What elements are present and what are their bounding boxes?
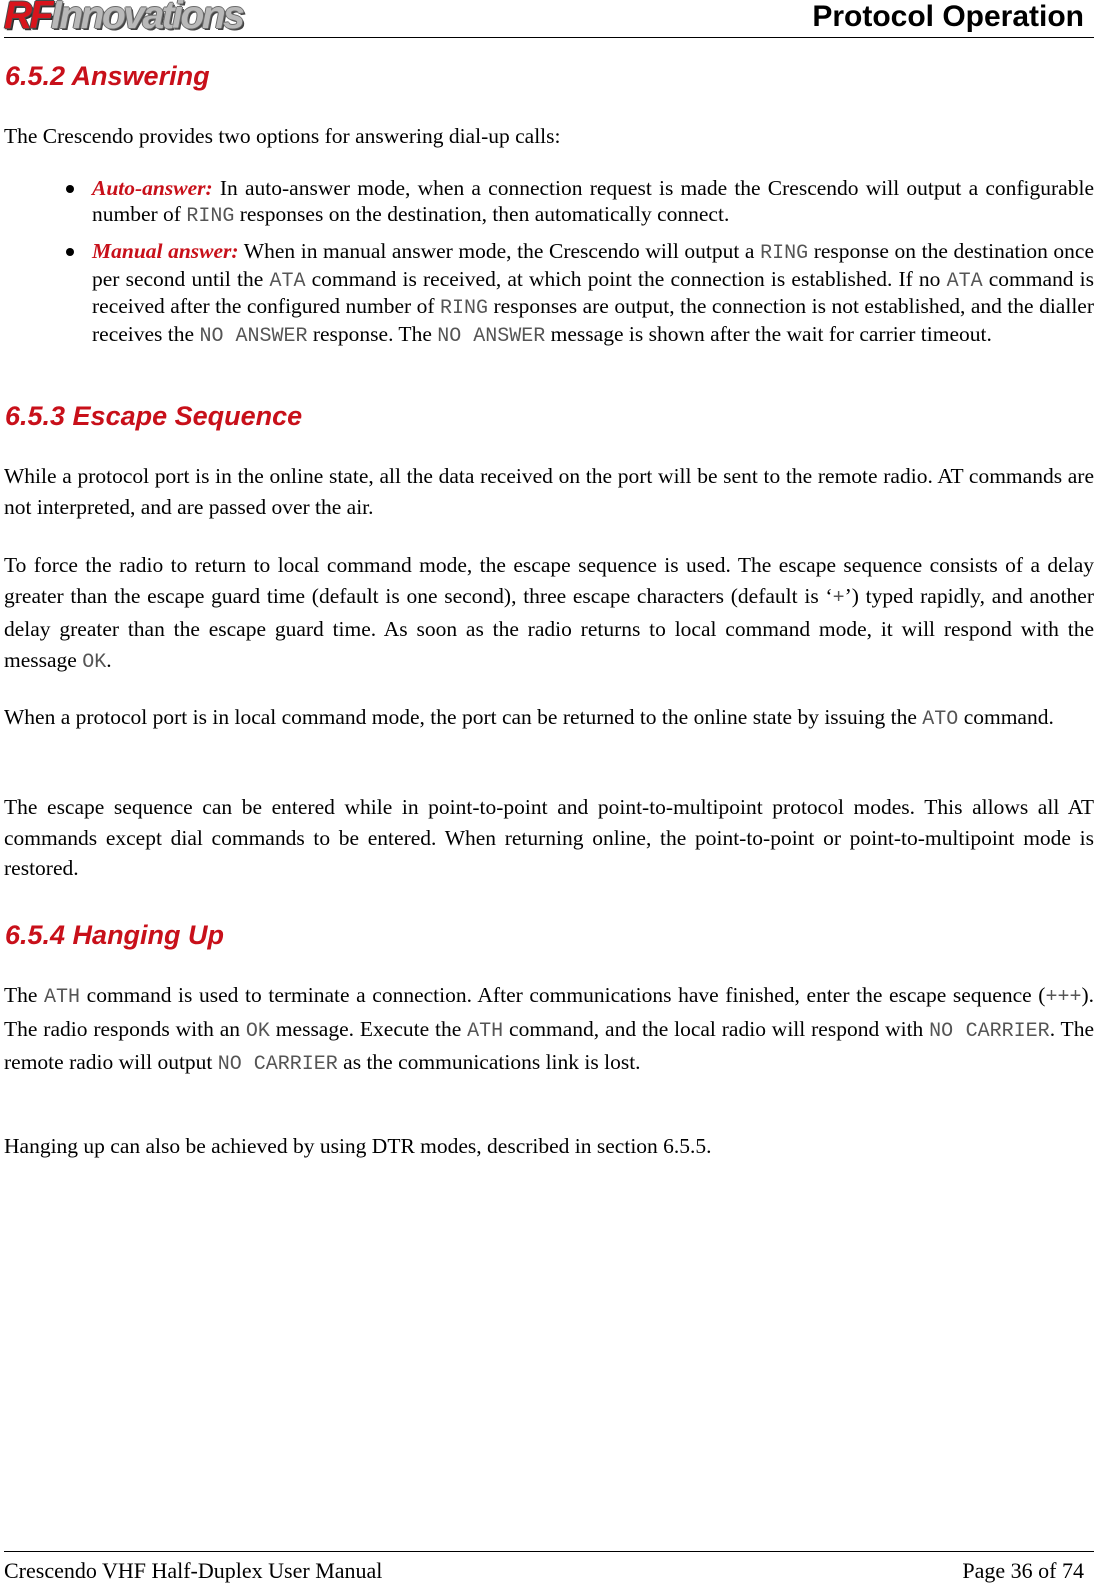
section-heading-answering: 6.5.2 Answering xyxy=(5,61,210,91)
answering-intro: The Crescendo provides two options for answering dial-up calls: xyxy=(4,124,561,148)
section-heading-hanging-up: 6.5.4 Hanging Up xyxy=(5,920,225,950)
escape-paragraph-2: To force the radio to return to local command mode, the escape sequence is used. The escape sequence consists of a delay greater than the escape guard time (default is one second), three escape characters (default is ‘+’) typed rapidly, and another delay greater than the escape guard time. As soon as the radio returns to local command mode, it will respond with the message OK. xyxy=(4,553,1094,674)
escape-paragraph-1: While a protocol port is in the online state, all the data received on the port will be sent to the remote radio. AT commands are not interpreted, and are passed over the air. xyxy=(4,464,1094,519)
page-header xyxy=(4,0,1094,38)
hanging-up-paragraph-1: The ATH command is used to terminate a connection. After communications have finished, enter the escape sequence (+++). The radio responds with an OK message. Execute the ATH command, and the local radio will respond with NO CARRIER. The remote radio will output NO CARRIER as the communications link is lost. xyxy=(4,983,1094,1076)
bullet-icon xyxy=(66,248,74,256)
rf-innovations-logo: RFInnovations xyxy=(4,0,243,37)
escape-paragraph-3: When a protocol port is in local command mode, the port can be returned to the online state by issuing the ATO command. xyxy=(4,705,1054,731)
footer-page-number: Page 36 of 74 xyxy=(962,1558,1084,1583)
bullet-icon xyxy=(66,185,74,193)
list-item-auto-answer: Auto-answer: In auto-answer mode, when a connection request is made the Crescendo will output a configurable number of RING responses on the destination, then automatically connect. xyxy=(62,176,1094,229)
header-title: Protocol Operation xyxy=(812,0,1084,33)
page-footer xyxy=(4,1551,1094,1588)
list-item-manual-answer: Manual answer: When in manual answer mode, the Crescendo will output a RING response on the destination once per second until the ATA command is received, at which point the connection is established. If no ATA command is received after the configured number of RING responses are output, the connection is not established, and the dialler receives the NO ANSWER response. The NO ANSWER message is shown after the wait for carrier timeout. xyxy=(62,239,1094,349)
answering-options-list xyxy=(62,176,1094,349)
escape-paragraph-4: The escape sequence can be entered while in point-to-point and point-to-multipoint protocol modes. This allows all AT commands except dial commands to be entered. When returning online, the point-to-point or point-to-multipoint mode is restored. xyxy=(4,795,1094,880)
hanging-up-paragraph-2: Hanging up can also be achieved by using DTR modes, described in section 6.5.5. xyxy=(4,1134,712,1158)
footer-manual-title: Crescendo VHF Half-Duplex User Manual xyxy=(4,1558,383,1583)
section-heading-escape-sequence: 6.5.3 Escape Sequence xyxy=(5,401,303,431)
